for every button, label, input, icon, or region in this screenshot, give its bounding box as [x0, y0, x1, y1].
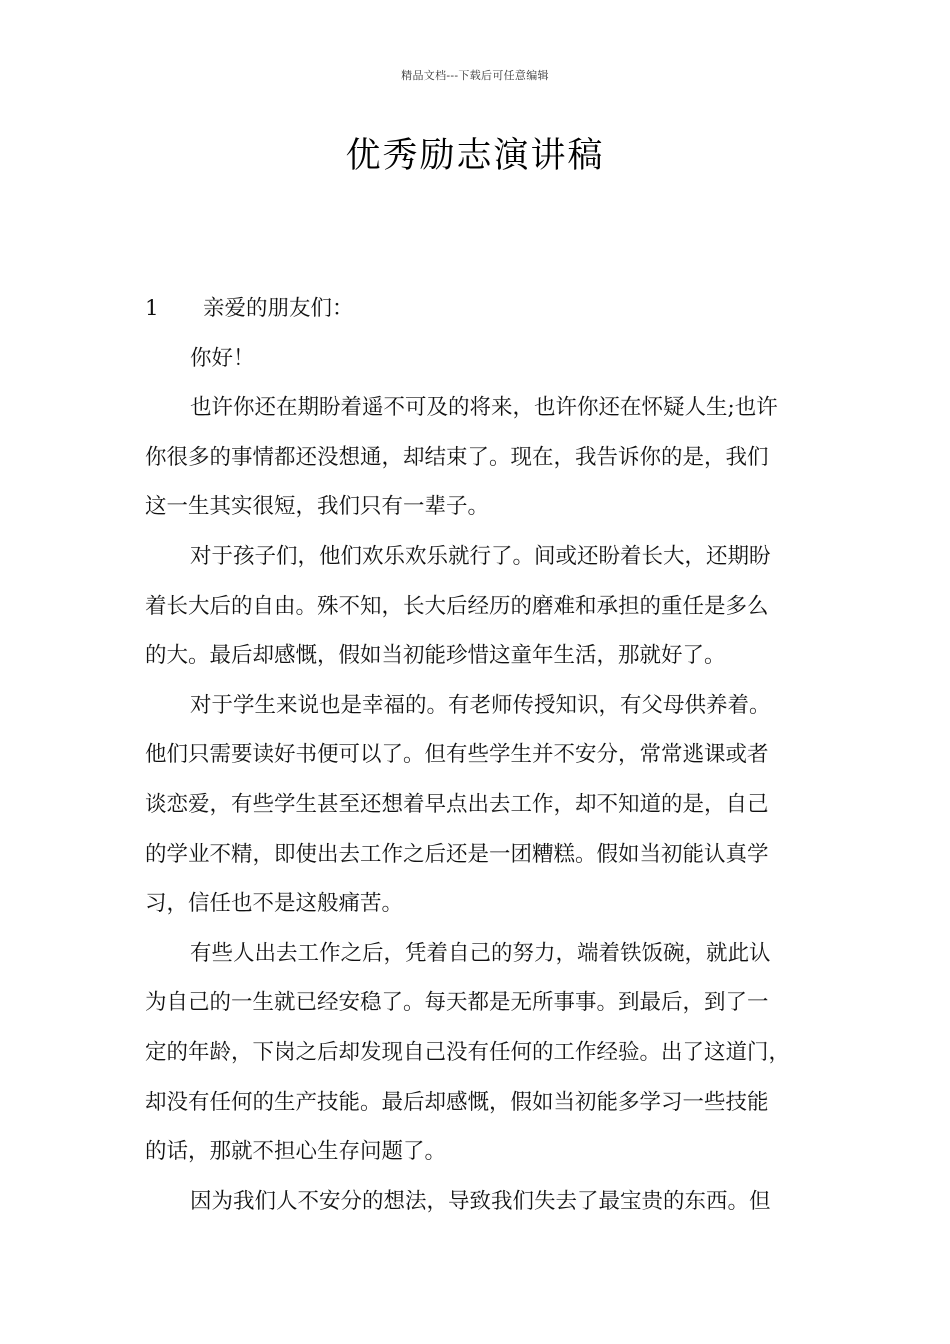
text-line: 谈恋爱，有些学生甚至还想着早点出去工作，却不知道的是，自己: [145, 791, 769, 817]
paragraph-number: 1: [145, 296, 159, 321]
text-line: 定的年龄，下岗之后却发现自己没有任何的工作经验。出了这道门，: [145, 1039, 791, 1065]
text-line: 为自己的一生就已经安稳了。每天都是无所事事。到最后，到了一: [145, 990, 769, 1016]
text-line: 对于学生来说也是幸福的。有老师传授知识，有父母供养着。: [190, 692, 771, 718]
document-title: 优秀励志演讲稿: [345, 136, 605, 176]
document-body: [145, 284, 815, 1226]
header-note: 精品文档---下载后可任意编辑: [401, 69, 549, 82]
text-line: 着长大后的自由。殊不知，长大后经历的磨难和承担的重任是多么: [145, 593, 769, 619]
text-line: 因为我们人不安分的想法，导致我们失去了最宝贵的东西。但: [190, 1188, 771, 1214]
greeting-text: 亲爱的朋友们：: [203, 296, 354, 321]
text-line: 的学业不精，即使出去工作之后还是一团糟糕。假如当初能认真学: [145, 841, 769, 867]
text-line: 却没有任何的生产技能。最后却感慨，假如当初能多学习一些技能: [145, 1089, 769, 1115]
greeting-line: [145, 284, 815, 334]
text-line: 的话，那就不担心生存问题了。: [145, 1139, 447, 1165]
text-line: 对于孩子们，他们欢乐欢乐就行了。间或还盼着长大，还期盼: [190, 543, 771, 569]
text-line: 这一生其实很短，我们只有一辈子。: [145, 494, 490, 520]
text-line: 也许你还在期盼着遥不可及的将来，也许你还在怀疑人生;也许: [190, 395, 778, 421]
text-line: 有些人出去工作之后，凭着自己的努力，端着铁饭碗，就此认: [190, 940, 771, 966]
text-line: 他们只需要读好书便可以了。但有些学生并不安分，常常逃课或者: [145, 742, 769, 768]
text-line: 你很多的事情都还没想通，却结束了。现在，我告诉你的是，我们: [145, 444, 769, 470]
text-line: 习，信任也不是这般痛苦。: [145, 891, 404, 917]
text-line: 的大。最后却感慨，假如当初能珍惜这童年生活，那就好了。: [145, 643, 726, 669]
text-line: 你好！: [190, 345, 255, 371]
